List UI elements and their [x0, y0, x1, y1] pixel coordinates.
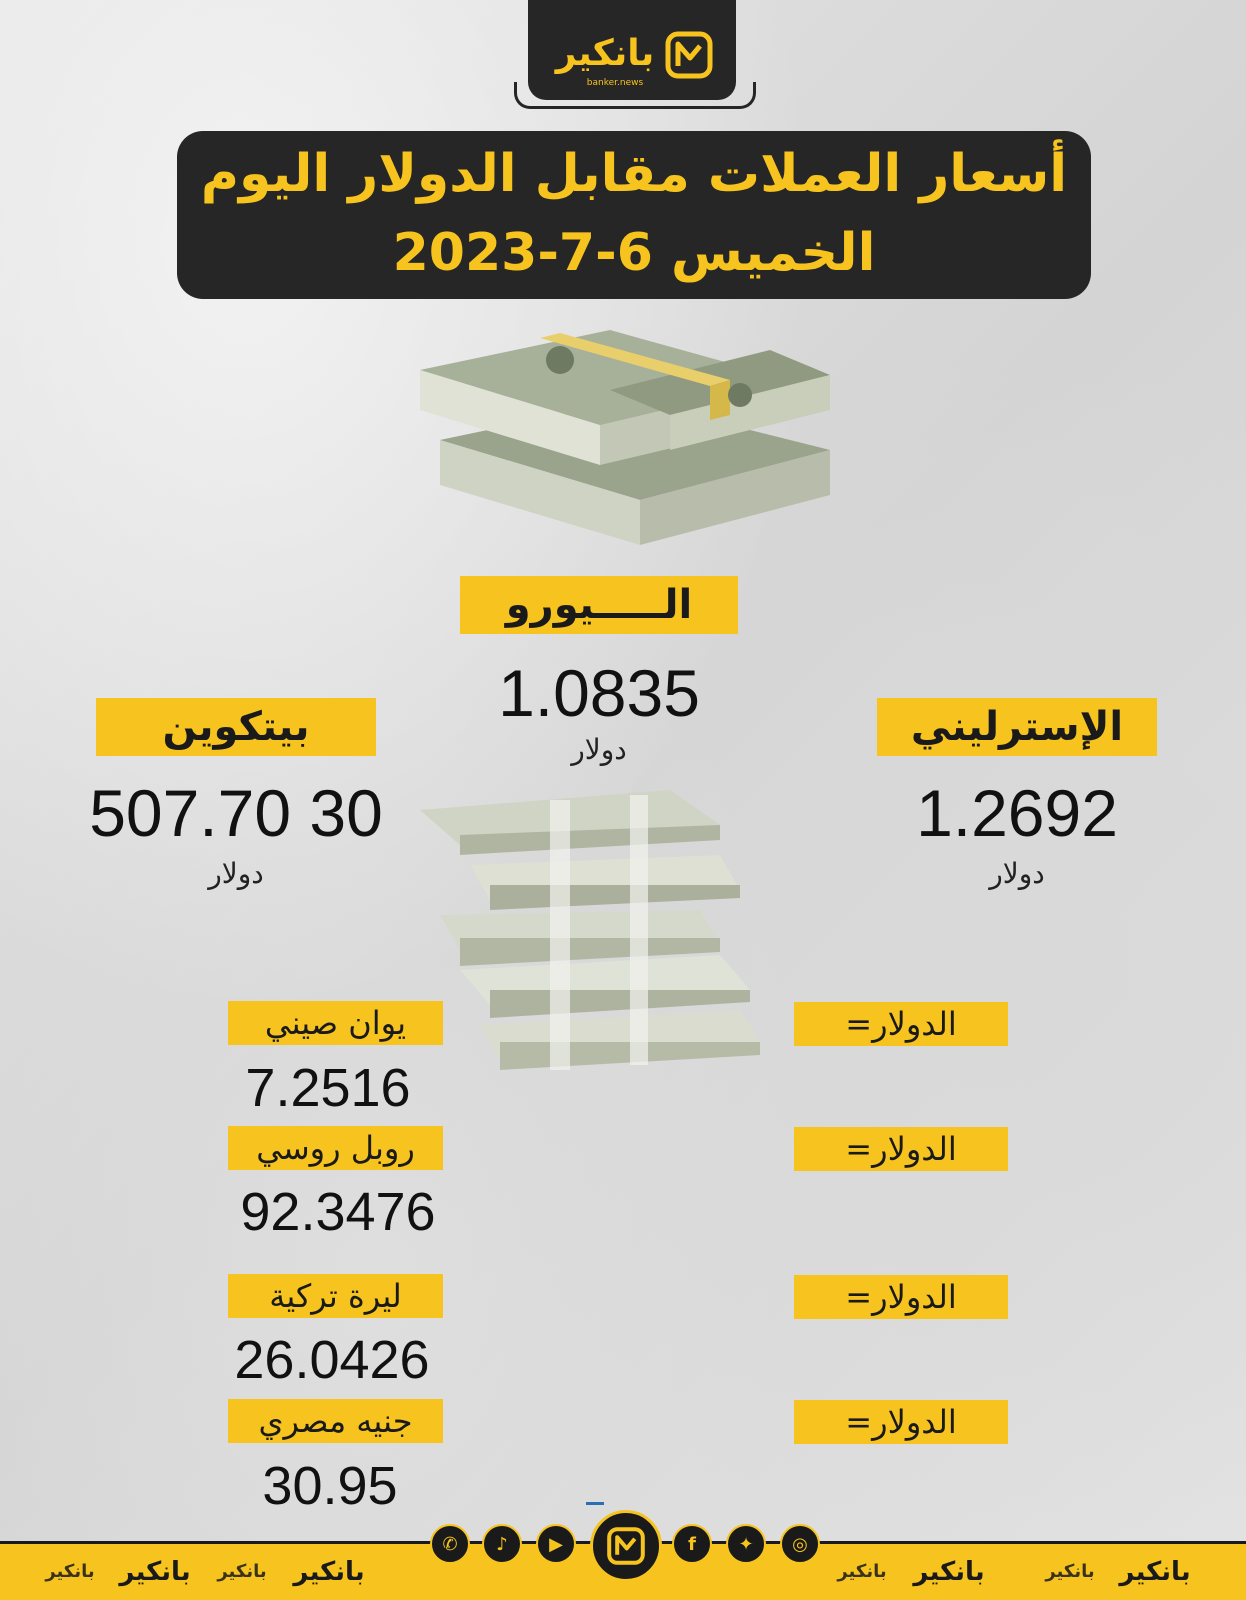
sterling-label: الإسترليني: [877, 698, 1157, 756]
divider-dash: [586, 1502, 604, 1505]
footer-logo: بانكير: [913, 1557, 985, 1587]
bitcoin-unit: دولار: [208, 857, 264, 890]
dollar-eq-label: الدولار=: [794, 1127, 1008, 1171]
yuan-label: يوان صيني: [228, 1001, 443, 1045]
page-title: أسعار العملات مقابل الدولار اليوم: [200, 144, 1068, 204]
euro-label: الـــــيورو: [460, 576, 738, 634]
footer-logo: بانكير: [217, 1561, 267, 1582]
page-date: الخميس 6-7-2023: [392, 223, 876, 283]
youtube-icon[interactable]: ▶: [536, 1524, 576, 1564]
euro-unit: دولار: [571, 733, 627, 766]
egp-value: 30.95: [262, 1456, 398, 1516]
dollar-eq-label: الدولار=: [794, 1002, 1008, 1046]
bitcoin-label: بيتكوين: [96, 698, 376, 756]
ruble-value: 92.3476: [240, 1182, 436, 1242]
brand-mark-icon: [590, 1510, 662, 1582]
lira-value: 26.0426: [234, 1330, 430, 1390]
facebook-icon[interactable]: f: [672, 1524, 712, 1564]
footer-logo: بانكير: [119, 1557, 191, 1587]
footer-logo: بانكير: [45, 1561, 95, 1582]
money-tower-image: [420, 780, 780, 1080]
money-stack-image: [410, 300, 840, 560]
footer-logo: بانكير: [837, 1561, 887, 1582]
whatsapp-icon[interactable]: ✆: [430, 1524, 470, 1564]
egp-label: جنيه مصري: [228, 1399, 443, 1443]
dollar-eq-label: الدولار=: [794, 1275, 1008, 1319]
brand-domain: banker.news: [586, 78, 644, 88]
brand-mark-icon: [664, 30, 714, 80]
yuan-value: 7.2516: [245, 1058, 411, 1118]
bitcoin-value: 507.70 30: [89, 776, 383, 850]
ruble-label: روبل روسي: [228, 1126, 443, 1170]
footer-logo: بانكير: [1045, 1561, 1095, 1582]
sterling-value: 1.2692: [916, 776, 1118, 850]
euro-value: 1.0835: [498, 656, 700, 730]
tiktok-icon[interactable]: ♪: [482, 1524, 522, 1564]
dollar-eq-label: الدولار=: [794, 1400, 1008, 1444]
sterling-unit: دولار: [989, 857, 1045, 890]
twitter-icon[interactable]: ✦: [726, 1524, 766, 1564]
footer-logo: بانكير: [293, 1557, 365, 1587]
footer-logo: بانكير: [1119, 1557, 1191, 1587]
brand-logo-text: بانكير: [555, 33, 655, 74]
instagram-icon[interactable]: ◎: [780, 1524, 820, 1564]
lira-label: ليرة تركية: [228, 1274, 443, 1318]
